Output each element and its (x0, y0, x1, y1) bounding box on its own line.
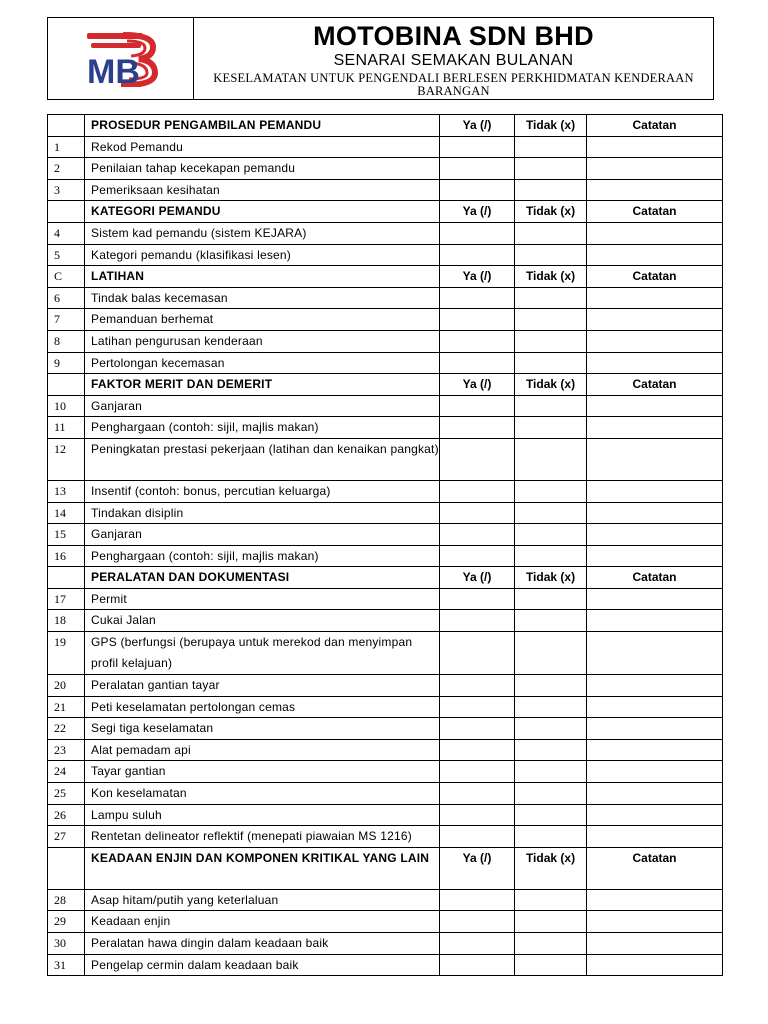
remarks-cell[interactable] (587, 718, 723, 740)
remarks-cell[interactable] (587, 696, 723, 718)
section-title: KEADAAN ENJIN DAN KOMPONEN KRITIKAL YANG LAIN (85, 847, 440, 889)
checklist-item-label: Rentetan delineator reflektif (menepati piawaian MS 1216) (85, 826, 440, 848)
row-number: 5 (48, 244, 85, 266)
table-row (48, 696, 723, 718)
check-cell-tidak[interactable] (515, 954, 587, 976)
column-header-ya: Ya (/) (440, 115, 515, 137)
row-number (48, 115, 85, 137)
row-number: 2 (48, 158, 85, 180)
remarks-cell[interactable] (587, 954, 723, 976)
column-header-catatan: Catatan (587, 266, 723, 288)
checklist-item-label: Peralatan gantian tayar (85, 675, 440, 697)
remarks-cell[interactable] (587, 804, 723, 826)
remarks-cell[interactable] (587, 502, 723, 524)
table-row (48, 804, 723, 826)
check-cell-tidak[interactable] (515, 480, 587, 502)
check-cell-tidak[interactable] (515, 417, 587, 439)
row-number: 12 (48, 438, 85, 480)
section-header-row (48, 201, 723, 223)
checklist-item-label: Asap hitam/putih yang keterlaluan (85, 889, 440, 911)
check-cell-tidak[interactable] (515, 244, 587, 266)
remarks-cell[interactable] (587, 761, 723, 783)
column-header-tidak: Tidak (x) (515, 266, 587, 288)
table-row (48, 933, 723, 955)
check-cell-ya[interactable] (440, 502, 515, 524)
check-cell-ya[interactable] (440, 524, 515, 546)
checklist-item-label: Lampu suluh (85, 804, 440, 826)
row-number: 13 (48, 480, 85, 502)
remarks-cell[interactable] (587, 933, 723, 955)
column-header-tidak: Tidak (x) (515, 567, 587, 589)
remarks-cell[interactable] (587, 783, 723, 805)
remarks-cell[interactable] (587, 889, 723, 911)
check-cell-ya[interactable] (440, 222, 515, 244)
checklist-item-label: Tayar gantian (85, 761, 440, 783)
row-number: 17 (48, 588, 85, 610)
row-number: 6 (48, 287, 85, 309)
table-row (48, 739, 723, 761)
table-row (48, 675, 723, 697)
table-row (48, 395, 723, 417)
document-subtitle: SENARAI SEMAKAN BULANAN (333, 52, 574, 69)
column-header-tidak: Tidak (x) (515, 201, 587, 223)
check-cell-tidak[interactable] (515, 804, 587, 826)
column-header-tidak: Tidak (x) (515, 374, 587, 396)
check-cell-ya[interactable] (440, 632, 515, 675)
checklist-item-label: Penilaian tahap kecekapan pemandu (85, 158, 440, 180)
row-number: 25 (48, 783, 85, 805)
checklist-item-label: Peningkatan prestasi pekerjaan (latihan dan kenaikan pangkat) (85, 438, 440, 480)
row-number: 20 (48, 675, 85, 697)
checklist-item-label: Keadaan enjin (85, 911, 440, 933)
check-cell-ya[interactable] (440, 330, 515, 352)
check-cell-ya[interactable] (440, 244, 515, 266)
check-cell-tidak[interactable] (515, 502, 587, 524)
check-cell-tidak[interactable] (515, 158, 587, 180)
table-row (48, 309, 723, 331)
table-row (48, 826, 723, 848)
row-number: 30 (48, 933, 85, 955)
checklist-item-label: Ganjaran (85, 524, 440, 546)
checklist-item-label: Latihan pengurusan kenderaan (85, 330, 440, 352)
table-row (48, 610, 723, 632)
table-row (48, 222, 723, 244)
table-row (48, 136, 723, 158)
table-row (48, 761, 723, 783)
check-cell-tidak[interactable] (515, 718, 587, 740)
column-header-ya: Ya (/) (440, 847, 515, 889)
check-cell-ya[interactable] (440, 718, 515, 740)
checklist-item-label: Ganjaran (85, 395, 440, 417)
remarks-cell[interactable] (587, 610, 723, 632)
table-row (48, 632, 723, 675)
table-row (48, 352, 723, 374)
column-header-catatan: Catatan (587, 201, 723, 223)
check-cell-tidak[interactable] (515, 588, 587, 610)
section-title: LATIHAN (85, 266, 440, 288)
row-number: 4 (48, 222, 85, 244)
row-number: 22 (48, 718, 85, 740)
table-row (48, 954, 723, 976)
check-cell-ya[interactable] (440, 826, 515, 848)
remarks-cell[interactable] (587, 588, 723, 610)
check-cell-tidak[interactable] (515, 675, 587, 697)
remarks-cell[interactable] (587, 136, 723, 158)
remarks-cell[interactable] (587, 395, 723, 417)
check-cell-tidak[interactable] (515, 826, 587, 848)
check-cell-ya[interactable] (440, 352, 515, 374)
row-number: 7 (48, 309, 85, 331)
row-number (48, 847, 85, 889)
check-cell-ya[interactable] (440, 309, 515, 331)
check-cell-ya[interactable] (440, 158, 515, 180)
remarks-cell[interactable] (587, 524, 723, 546)
checklist-item-label: Cukai Jalan (85, 610, 440, 632)
check-cell-ya[interactable] (440, 588, 515, 610)
checklist-item-label: Pengelap cermin dalam keadaan baik (85, 954, 440, 976)
checklist-item-label: Pemanduan berhemat (85, 309, 440, 331)
document-description: KESELAMATAN UNTUK PENGENDALI BERLESEN PERKHIDMATAN KENDERAAN BARANGAN (213, 71, 694, 98)
table-row (48, 287, 723, 309)
check-cell-tidak[interactable] (515, 545, 587, 567)
row-number: 3 (48, 179, 85, 201)
column-header-tidak: Tidak (x) (515, 115, 587, 137)
checklist-item-label: Penghargaan (contoh: sijil, majlis makan) (85, 417, 440, 439)
company-name: MOTOBINA SDN BHD (313, 21, 594, 51)
remarks-cell[interactable] (587, 417, 723, 439)
check-cell-ya[interactable] (440, 739, 515, 761)
column-header-ya: Ya (/) (440, 201, 515, 223)
row-number: 15 (48, 524, 85, 546)
table-row (48, 783, 723, 805)
row-number: 26 (48, 804, 85, 826)
check-cell-ya[interactable] (440, 783, 515, 805)
check-cell-ya[interactable] (440, 417, 515, 439)
check-cell-ya[interactable] (440, 804, 515, 826)
remarks-cell[interactable] (587, 480, 723, 502)
check-cell-tidak[interactable] (515, 309, 587, 331)
checklist-item-label: Permit (85, 588, 440, 610)
checklist-item-label: Tindakan disiplin (85, 502, 440, 524)
remarks-cell[interactable] (587, 911, 723, 933)
check-cell-ya[interactable] (440, 761, 515, 783)
table-row (48, 438, 723, 480)
check-cell-ya[interactable] (440, 480, 515, 502)
row-number (48, 374, 85, 396)
check-cell-ya[interactable] (440, 179, 515, 201)
remarks-cell[interactable] (587, 179, 723, 201)
check-cell-ya[interactable] (440, 911, 515, 933)
row-number: 29 (48, 911, 85, 933)
checklist-item-label: Peti keselamatan pertolongan cemas (85, 696, 440, 718)
check-cell-tidak[interactable] (515, 524, 587, 546)
check-cell-ya[interactable] (440, 395, 515, 417)
remarks-cell[interactable] (587, 287, 723, 309)
table-row (48, 718, 723, 740)
check-cell-tidak[interactable] (515, 287, 587, 309)
checklist-item-label: Rekod Pemandu (85, 136, 440, 158)
check-cell-tidak[interactable] (515, 352, 587, 374)
checklist-item-label: Alat pemadam api (85, 739, 440, 761)
column-header-tidak: Tidak (x) (515, 847, 587, 889)
check-cell-ya[interactable] (440, 438, 515, 480)
check-cell-tidak[interactable] (515, 438, 587, 480)
table-row (48, 889, 723, 911)
row-number (48, 201, 85, 223)
row-number: 27 (48, 826, 85, 848)
section-title: FAKTOR MERIT DAN DEMERIT (85, 374, 440, 396)
table-row (48, 911, 723, 933)
row-number: 8 (48, 330, 85, 352)
check-cell-tidak[interactable] (515, 632, 587, 675)
checklist-item-label: Kon keselamatan (85, 783, 440, 805)
logo-cell (48, 18, 194, 99)
row-number (48, 567, 85, 589)
column-header-ya: Ya (/) (440, 567, 515, 589)
check-cell-tidak[interactable] (515, 222, 587, 244)
check-cell-ya[interactable] (440, 545, 515, 567)
row-number: 23 (48, 739, 85, 761)
checklist-body (48, 115, 723, 976)
check-cell-tidak[interactable] (515, 136, 587, 158)
check-cell-tidak[interactable] (515, 610, 587, 632)
section-title: PROSEDUR PENGAMBILAN PEMANDU (85, 115, 440, 137)
remarks-cell[interactable] (587, 739, 723, 761)
checklist-item-label: Segi tiga keselamatan (85, 718, 440, 740)
remarks-cell[interactable] (587, 675, 723, 697)
section-header-row (48, 266, 723, 288)
remarks-cell[interactable] (587, 330, 723, 352)
row-number: 18 (48, 610, 85, 632)
remarks-cell[interactable] (587, 632, 723, 675)
remarks-cell[interactable] (587, 352, 723, 374)
table-row (48, 330, 723, 352)
document-header (47, 17, 714, 100)
check-cell-tidak[interactable] (515, 696, 587, 718)
check-cell-ya[interactable] (440, 136, 515, 158)
remarks-cell[interactable] (587, 545, 723, 567)
check-cell-tidak[interactable] (515, 933, 587, 955)
table-row (48, 524, 723, 546)
row-number: 1 (48, 136, 85, 158)
section-header-row (48, 567, 723, 589)
row-number: 19 (48, 632, 85, 675)
column-header-catatan: Catatan (587, 374, 723, 396)
section-title: KATEGORI PEMANDU (85, 201, 440, 223)
remarks-cell[interactable] (587, 158, 723, 180)
check-cell-ya[interactable] (440, 675, 515, 697)
remarks-cell[interactable] (587, 826, 723, 848)
check-cell-tidak[interactable] (515, 739, 587, 761)
column-header-ya: Ya (/) (440, 266, 515, 288)
section-header-row (48, 847, 723, 889)
remarks-cell[interactable] (587, 222, 723, 244)
title-cell (194, 18, 713, 99)
row-number: 16 (48, 545, 85, 567)
column-header-ya: Ya (/) (440, 374, 515, 396)
remarks-cell[interactable] (587, 244, 723, 266)
column-header-catatan: Catatan (587, 847, 723, 889)
checklist-item-label: Pemeriksaan kesihatan (85, 179, 440, 201)
check-cell-tidak[interactable] (515, 911, 587, 933)
row-number: C (48, 266, 85, 288)
check-cell-tidak[interactable] (515, 179, 587, 201)
check-cell-ya[interactable] (440, 954, 515, 976)
row-number: 9 (48, 352, 85, 374)
remarks-cell[interactable] (587, 309, 723, 331)
row-number: 11 (48, 417, 85, 439)
check-cell-tidak[interactable] (515, 889, 587, 911)
table-row (48, 158, 723, 180)
checklist-item-label: GPS (berfungsi (berupaya untuk merekod dan menyimpan profil kelajuan) (85, 632, 440, 675)
logo-text: MB (86, 52, 140, 87)
checklist-item-label: Pertolongan kecemasan (85, 352, 440, 374)
check-cell-ya[interactable] (440, 933, 515, 955)
check-cell-ya[interactable] (440, 610, 515, 632)
section-title: PERALATAN DAN DOKUMENTASI (85, 567, 440, 589)
column-header-catatan: Catatan (587, 567, 723, 589)
check-cell-tidak[interactable] (515, 783, 587, 805)
checklist-item-label: Peralatan hawa dingin dalam keadaan baik (85, 933, 440, 955)
table-row (48, 545, 723, 567)
section-header-row (48, 374, 723, 396)
check-cell-ya[interactable] (440, 889, 515, 911)
row-number: 31 (48, 954, 85, 976)
check-cell-tidak[interactable] (515, 395, 587, 417)
row-number: 28 (48, 889, 85, 911)
company-logo (83, 31, 159, 87)
table-row (48, 244, 723, 266)
table-row (48, 502, 723, 524)
check-cell-ya[interactable] (440, 287, 515, 309)
check-cell-tidak[interactable] (515, 761, 587, 783)
checklist-item-label: Insentif (contoh: bonus, percutian keluarga) (85, 480, 440, 502)
check-cell-ya[interactable] (440, 696, 515, 718)
remarks-cell[interactable] (587, 438, 723, 480)
table-row (48, 480, 723, 502)
checklist-item-label: Sistem kad pemandu (sistem KEJARA) (85, 222, 440, 244)
row-number: 21 (48, 696, 85, 718)
row-number: 14 (48, 502, 85, 524)
table-row (48, 417, 723, 439)
row-number: 24 (48, 761, 85, 783)
checklist-item-label: Kategori pemandu (klasifikasi lesen) (85, 244, 440, 266)
column-header-catatan: Catatan (587, 115, 723, 137)
section-header-row (48, 115, 723, 137)
checklist-item-label: Penghargaan (contoh: sijil, majlis makan) (85, 545, 440, 567)
checklist-item-label: Tindak balas kecemasan (85, 287, 440, 309)
checklist-table (47, 114, 723, 976)
table-row (48, 588, 723, 610)
table-row (48, 179, 723, 201)
row-number: 10 (48, 395, 85, 417)
check-cell-tidak[interactable] (515, 330, 587, 352)
